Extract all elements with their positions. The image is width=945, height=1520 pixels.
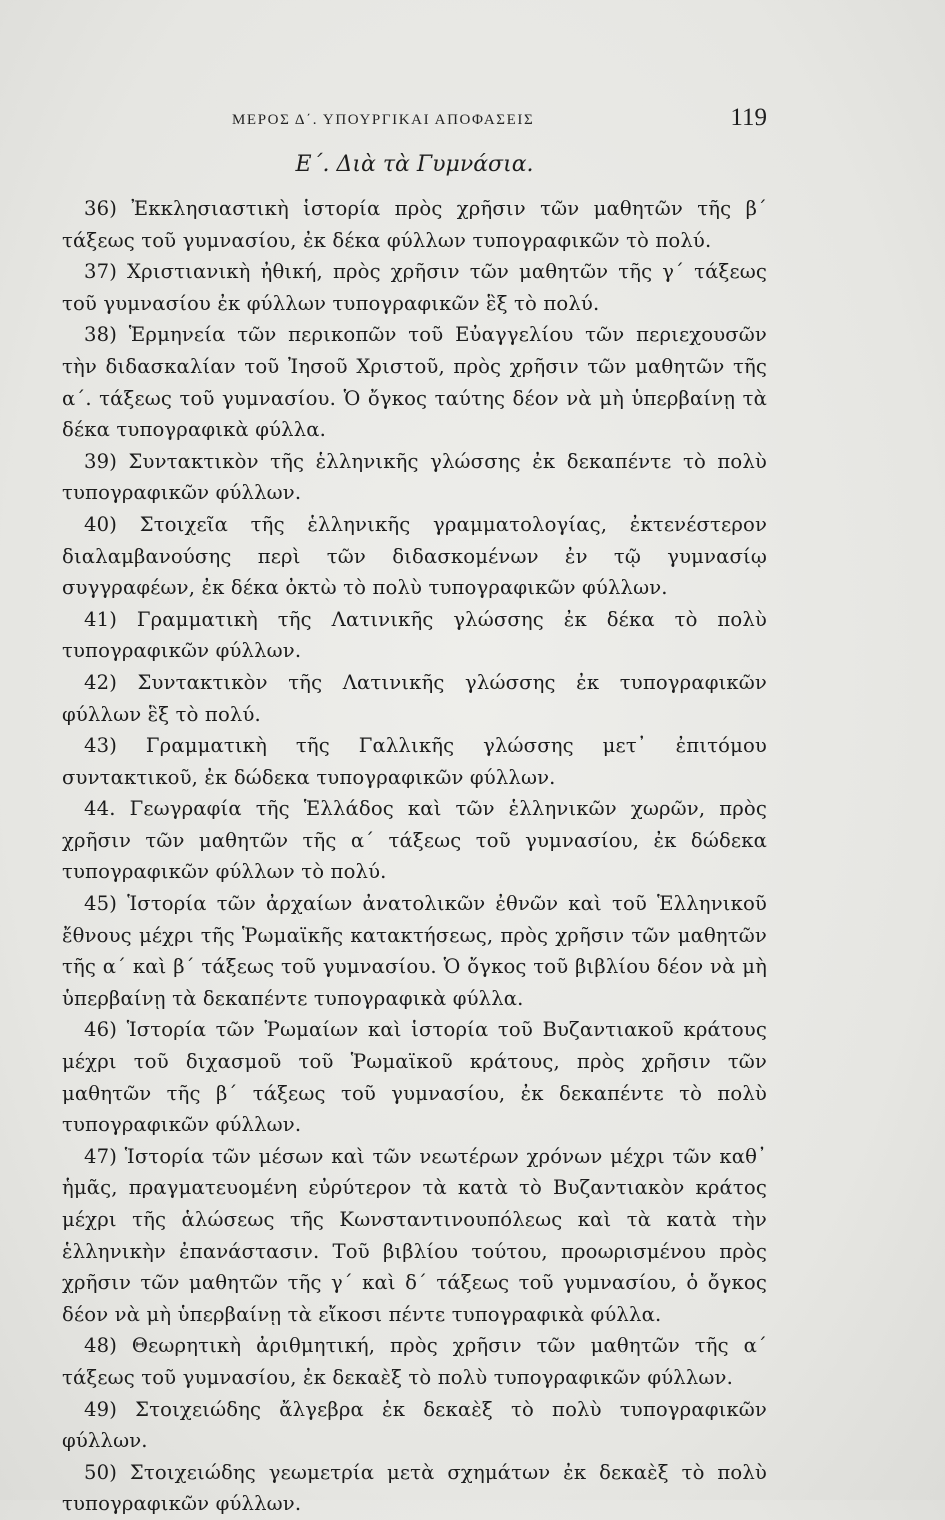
section-heading: Ε΄. Διὰ τὰ Γυμνάσια. [295,152,534,177]
entry-50: 50) Στοιχειώδης γεωμετρία μετὰ σχημάτων ἐκ δεκαὲξ τὸ πολὺ τυπογραφικῶν φύλλων. [62,1460,767,1516]
entry-44: 44. Γεωγραφία τῆς Ἑλλάδος καὶ τῶν ἑλληνικῶν χωρῶν, πρὸς χρῆσιν τῶν μαθητῶν τῆς α΄ τάξεως τοῦ γυμνασίου, ἐκ δώδεκα τυπογραφικῶν φύλλων τὸ πολύ. [62,797,767,884]
entry-46: 46) Ἱστορία τῶν Ῥωμαίων καὶ ἱστορία τοῦ Βυζαντιακοῦ κράτους μέχρι τοῦ διχασμοῦ τοῦ Ῥωμαϊκοῦ κράτους, πρὸς χρῆσιν τῶν μαθητῶν τῆς β΄ τάξεως τοῦ γυμνασίου, ἐκ δεκαπέντε τὸ πολὺ τυπογραφικῶν φύλλων. [62,1018,767,1137]
entry-49: 49) Στοιχειώδης ἄλγεβρα ἐκ δεκαὲξ τὸ πολὺ τυπογραφικῶν φύλλων. [62,1397,767,1453]
entry-48: 48) Θεωρητικὴ ἀριθμητική, πρὸς χρῆσιν τῶν μαθητῶν τῆς α΄ τάξεως τοῦ γυμνασίου, ἐκ δεκαὲξ τὸ πολὺ τυπογραφικῶν φύλλων. [62,1334,767,1389]
page-number: 119 [730,104,767,131]
entry-37: 37) Χριστιανικὴ ἠθική, πρὸς χρῆσιν τῶν μαθητῶν τῆς γ΄ τάξεως τοῦ γυμνασίου ἐκ φύλλων τυπογραφικῶν ἓξ τὸ πολύ. [62,260,767,315]
entry-41: 41) Γραμματικὴ τῆς Λατινικῆς γλώσσης ἐκ δέκα τὸ πολὺ τυπογραφικῶν φύλλων. [62,607,767,663]
entry-47: 47) Ἱστορία τῶν μέσων καὶ τῶν νεωτέρων χρόνων μέχρι τῶν καθ᾽ ἡμᾶς, πραγματευομένη εὐρύτερον τὰ κατὰ τὸ Βυζαντιακὸν κράτος μέχρι τῆς ἁλώσεως τῆς Κωνσταντινουπόλεως καὶ τὰ κατὰ τὴν ἑλληνικὴν ἐπανάστασιν. Τοῦ βιβλίου τούτου, προωρισμένου πρὸς χρῆσιν τῶν μαθητῶν τῆς γ΄ καὶ δ΄ τάξεως τοῦ γυμνασίου, ὁ ὄγκος δέον νὰ μὴ ὑπερβαίνῃ τὰ εἴκοσι πέντε τυπογραφικὰ φύλλα. [62,1144,767,1326]
entry-39: 39) Συντακτικὸν τῆς ἑλληνικῆς γλώσσης ἐκ δεκαπέντε τὸ πολὺ τυπογραφικῶν φύλλων. [62,449,767,505]
entry-list [62,193,767,1520]
book-page [62,100,767,1520]
entry-45: 45) Ἱστορία τῶν ἀρχαίων ἀνατολικῶν ἐθνῶν καὶ τοῦ Ἑλληνικοῦ ἔθνους μέχρι τῆς Ῥωμαϊκῆς κατακτήσεως, πρὸς χρῆσιν τῶν μαθητῶν τῆς α΄ καὶ β΄ τάξεως τοῦ γυμνασίου. Ὁ ὄγκος τοῦ βιβλίου δέον νὰ μὴ ὑπερβαίνῃ τὰ δεκαπέντε τυπογραφικὰ φύλλα. [62,892,767,1010]
entry-42: 42) Συντακτικὸν τῆς Λατινικῆς γλώσσης ἐκ τυπογραφικῶν φύλλων ἓξ τὸ πολύ. [62,670,767,726]
entry-36: 36) Ἐκκλησιαστικὴ ἱστορία πρὸς χρῆσιν τῶν μαθητῶν τῆς β΄ τάξεως τοῦ γυμνασίου, ἐκ δέκα φύλλων τυπογραφικῶν τὸ πολύ. [62,197,767,252]
entry-40: 40) Στοιχεῖα τῆς ἑλληνικῆς γραμματολογίας, ἐκτενέστερον διαλαμβανούσης περὶ τῶν διδασκομένων ἐν τῷ γυμνασίῳ συγγραφέων, ἐκ δέκα ὀκτὼ τὸ πολὺ τυπογραφικῶν φύλλων. [62,512,767,600]
running-header [62,100,767,144]
entry-38: 38) Ἑρμηνεία τῶν περικοπῶν τοῦ Εὐαγγελίου τῶν περιεχουσῶν τὴν διδασκαλίαν τοῦ Ἰησοῦ Χριστοῦ, πρὸς χρῆσιν τῶν μαθητῶν τῆς α΄. τάξεως τοῦ γυμνασίου. Ὁ ὄγκος ταύτης δέον νὰ μὴ ὑπερβαίνῃ τὰ δέκα τυπογραφικὰ φύλλα. [62,323,767,442]
entry-43: 43) Γραμματικὴ τῆς Γαλλικῆς γλώσσης μετ᾽ ἐπιτόμου συντακτικοῦ, ἐκ δώδεκα τυπογραφικῶν φύλλων. [62,734,767,789]
running-header-title: ΜΕΡΟΣ Δ΄. ΥΠΟΥΡΓΙΚΑΙ ΑΠΟΦΑΣΕΙΣ [232,112,535,128]
